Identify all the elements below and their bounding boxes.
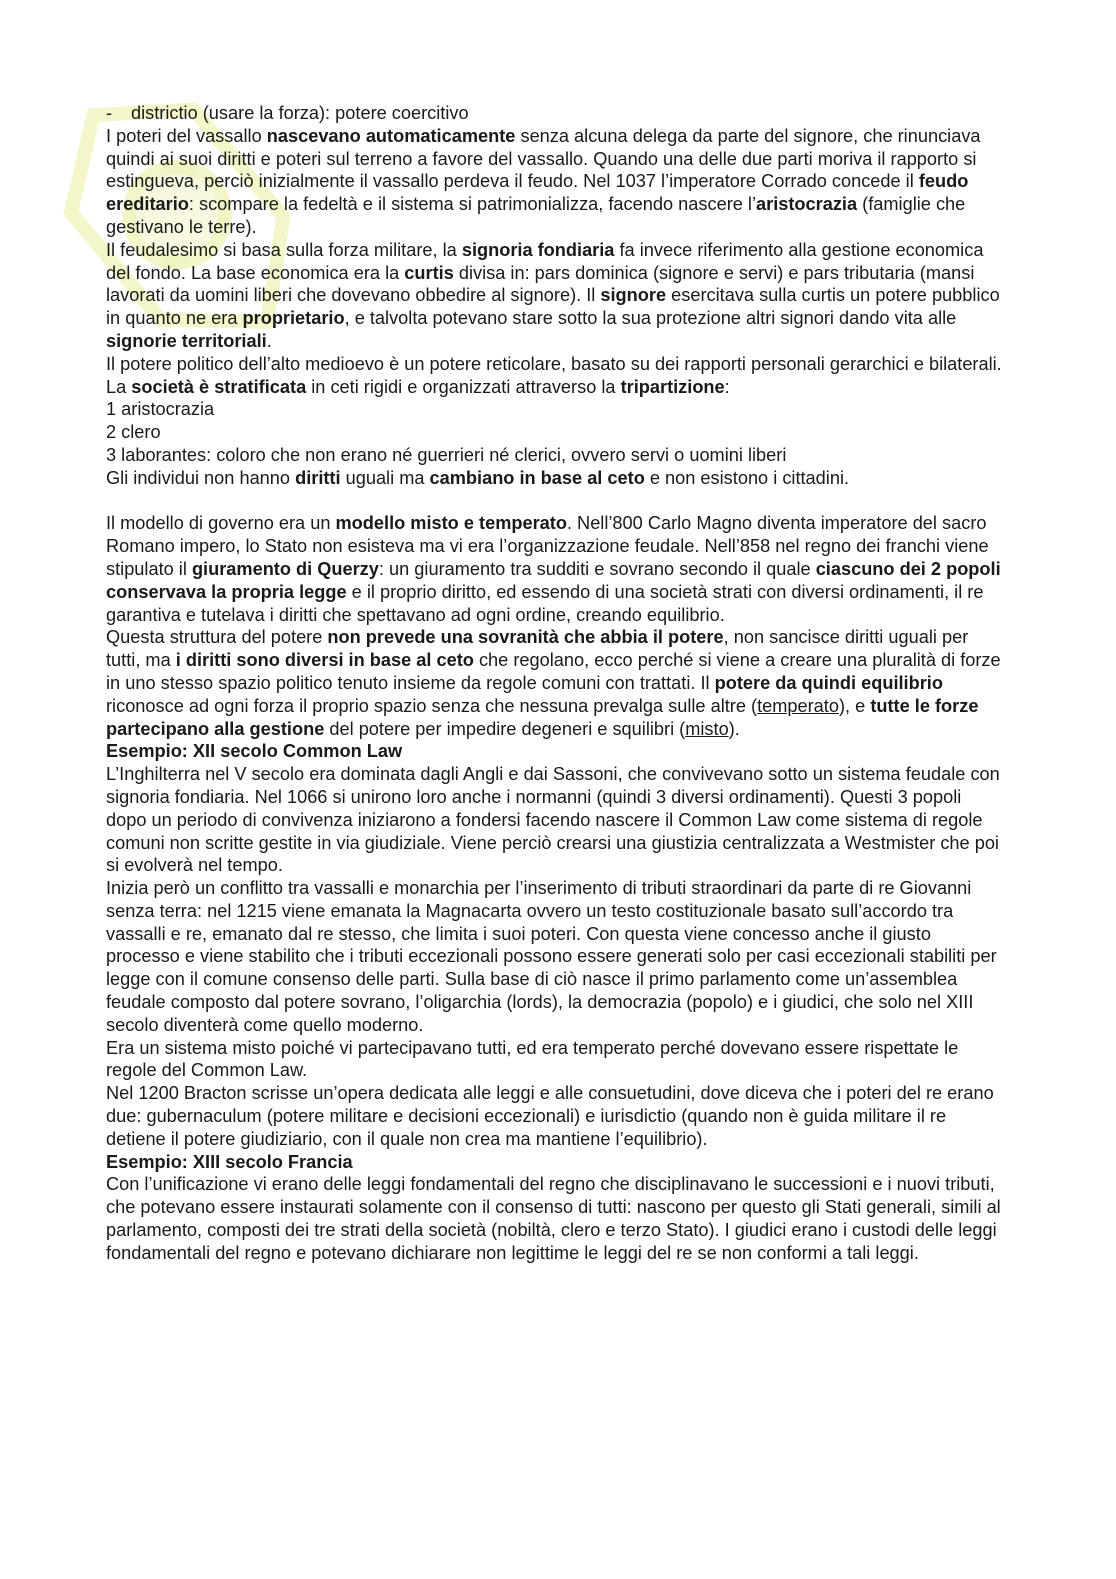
text-run: del potere per impedire degeneri e squilibri ( [324,718,686,739]
paragraph [106,1082,1006,1150]
section-heading [106,1151,1006,1174]
paragraph [106,1037,1006,1083]
bold-text: cambiano in base al ceto [429,467,645,488]
paragraph [106,444,1006,467]
bold-text: i diritti sono diversi in base al ceto [175,650,474,671]
underlined-text: temperato [757,695,839,716]
paragraph [106,239,1006,353]
text-run: e non esistono i cittadini. [644,467,850,488]
text-run: Il potere politico dell’alto medioevo è un potere reticolare, basato su dei rapporti personali gerarchici e bilaterali. La [106,353,1002,397]
text-run: ), e [838,695,871,716]
text-run: in ceti rigidi e organizzati attraverso la [306,376,621,397]
text-run: fa invece riferimento alla gestione economica del fondo. La base economica era la [106,239,984,283]
text-run: riconosce ad ogni forza il proprio spazio senza che nessuna prevalga sulle altre ( [106,695,758,716]
text-run: : [724,376,730,397]
text-run: Il feudalesimo si basa sulla forza militare, la [106,239,462,260]
text-run: divisa in: pars dominica (signore e servi) e pars tributaria (mansi lavorati da uomini liberi che dovevano obbedire al signore). Il [106,262,975,306]
text-run: : scompare la fedeltà e il sistema si patrimonializza, facendo nascere l’ [188,194,756,215]
text-run: esercitava sulla curtis un potere pubblico in quanto ne era [106,285,1000,329]
text-run: ). [728,718,740,739]
bold-text: nascevano automaticamente [266,125,516,146]
text-run: Questa struttura del potere [106,627,328,648]
paragraph [106,398,1006,421]
text-run: (famiglie che gestivano le terre). [106,194,966,237]
paragraph [106,877,1006,1037]
blank-line [106,490,1006,513]
bold-text: signoria fondiaria [461,239,615,260]
bold-text: potere da quindi equilibrio [714,672,943,693]
paragraph [106,1173,1006,1264]
bold-text: curtis [404,262,454,283]
text-run: I poteri del vassallo [106,125,267,146]
text-run: 1 aristocrazia [106,399,215,420]
paragraph [106,512,1006,626]
paragraph [106,125,1006,239]
paragraph [106,421,1006,444]
bold-text: aristocrazia [756,194,858,215]
bold-text: non prevede una sovranità che abbia il potere [327,627,724,648]
text-run: , non sancisce diritti uguali per tutti, ma [106,627,969,671]
underlined-text: misto [685,718,729,739]
text-run: L’Inghilterra nel V secolo era dominata dagli Angli e dai Sassoni, che convivevano sotto un sistema feudale con signoria fondiaria. Nel 1066 si unirono loro anche i normanni (quindi 3 diversi ordinamenti). Questi 3 popoli dopo un periodo di convivenza iniziarono a fondersi facendo nascere il Common Law come sistema di regole comuni non scritte gestite in via giudiziale. Viene perciò crearsi una giustizia centralizzata a Westmister che poi si evolverà nel tempo. [106,764,1000,876]
bullet-item [106,102,1006,125]
bold-text: società è stratificata [131,376,307,397]
paragraph [106,763,1006,877]
text-run: Gli individui non hanno [106,467,296,488]
text-run: senza alcuna delega da parte del signore, che rinunciava quindi ai suoi diritti e poteri sul terreno a favore del vassallo. Quando una delle due parti moriva il rapporto si estingueva, perciò inizialmente il vassallo perdeva il feudo. Nel 1037 l’imperatore Corrado concede il [106,125,981,192]
bold-text: diritti [295,467,341,488]
text-run: Inizia però un conflitto tra vassalli e monarchia per l’inserimento di tributi straordinari da parte di re Giovanni senza terra: nel 1215 viene emanata la Magnacarta ovvero un testo costituzionale basato sull’accordo tra vassalli e re, emanato dal re stesso, che limita i suoi poteri. Con questa viene concesso anche il giusto processo e viene stabilito che i tributi eccezionali possono essere generati solo per casi eccezionali stabiliti per legge con il comune consenso delle parti. Sulla base di ciò nasce il primo parlamento come un’assemblea feudale composto dal potere sovrano, l’oligarchia (lords), la democrazia (popolo) e i giudici, che solo nel XIII secolo diventerà come quello moderno. [106,878,997,1035]
bold-text: proprietario [242,308,345,329]
text-run: Con l’unificazione vi erano delle leggi fondamentali del regno che disciplinavano le successioni e i nuovi tributi, che potevano essere instaurati solamente con il consenso di tutti: nascono per questo gli Stati generali, simili al parlamento, composti dei tre strati della società (nobiltà, clero e terzo Stato). I giudici erano i custodi delle leggi fondamentali del regno e potevano dichiarare non legittime le leggi del re se non conformi a tali leggi. [106,1174,1001,1263]
paragraph [106,353,1006,399]
text-run: Esempio: XII secolo Common Law [106,741,403,762]
text-run: 2 clero [106,422,161,443]
bold-text: signore [600,285,667,306]
paragraph [106,626,1006,740]
text-run: , e talvolta potevano stare sotto la sua protezione altri signori dando vita alle [344,308,957,329]
text-run: che regolano, ecco perché si viene a creare una pluralità di forze in uno stesso spazio politico tenuto insieme da regole comuni con trattati. Il [106,650,1001,693]
text-run: Il modello di governo era un [106,513,336,534]
text-run: e il proprio diritto, ed essendo di una società strati con diversi ordinamenti, il re garantiva e tutelava i diritti che spettavano ad ogni ordine, creando equilibrio. [106,581,984,625]
bold-text: tutte le forze partecipano alla gestione [106,695,979,739]
text-run: 3 laborantes: coloro che non erano né guerrieri né clerici, ovvero servi o uomini liberi [106,444,787,465]
bold-text: modello misto e temperato [335,513,567,534]
text-run: : un giuramento tra sudditi e sovrano secondo il quale [378,558,816,579]
bold-text: giuramento di Querzy [191,558,379,579]
bold-text: feudo ereditario [106,171,969,215]
document-body [106,102,1006,1265]
text-run: districtio (usare la forza): potere coercitivo [131,103,469,123]
text-run: Era un sistema misto poiché vi partecipavano tutti, ed era temperato perché dovevano essere rispettate le regole del Common Law. [106,1037,959,1081]
text-run: Nel 1200 Bracton scrisse un’opera dedicata alle leggi e alle consuetudini, dove diceva che i poteri del re erano due: gubernaculum (potere militare e decisioni eccezionali) e iurisdictio (quando non è guida militare il re detiene il potere giudiziario, con il quale non crea ma mantiene l’equilibrio). [106,1083,994,1149]
text-run: Esempio: XIII secolo Francia [106,1151,353,1172]
text-run: . [266,330,272,351]
bold-text: signorie territoriali [106,330,267,351]
paragraph [106,467,1006,490]
text-run: . Nell’800 Carlo Magno diventa imperatore del sacro Romano impero, lo Stato non esisteva ma vi era l’organizzazione feudale. Nell’858 nel regno dei franchi viene stipulato il [106,513,989,579]
dash-bullet-icon: - [106,103,113,123]
text-run: uguali ma [340,467,430,488]
bold-text: ciascuno dei 2 popoli conservava la propria legge [106,558,1001,602]
bold-text: tripartizione [620,376,725,397]
section-heading [106,740,1006,763]
